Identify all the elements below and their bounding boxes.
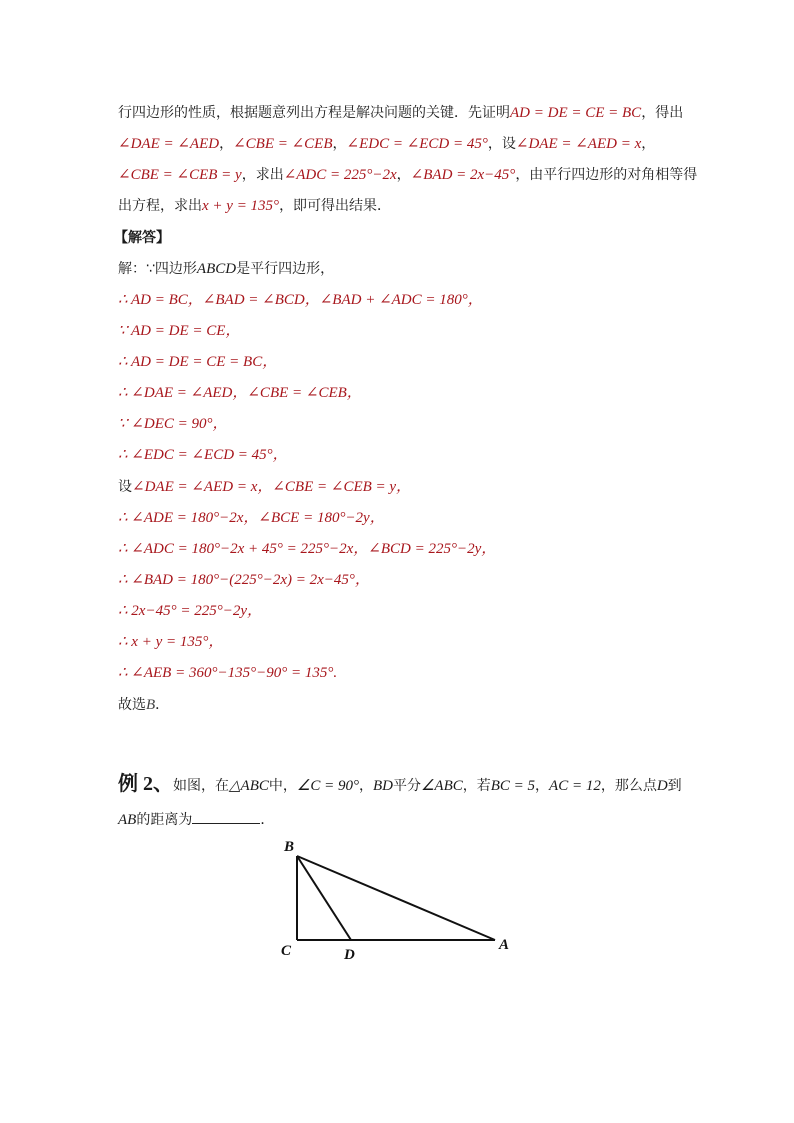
example-math: BD xyxy=(372,778,393,794)
example-math: ∠C = 90° xyxy=(296,778,359,794)
triangle-figure xyxy=(270,832,530,972)
analysis-math: ∠ADC = 225°−2x xyxy=(283,167,397,183)
analysis-text: ， xyxy=(219,136,234,152)
answer-math: B xyxy=(146,697,156,713)
analysis-text: ， xyxy=(396,167,411,183)
answer-step: ∴ ∠EDC = ∠ECD = 45°， xyxy=(118,447,288,463)
answer-text: 是平行四边形， xyxy=(236,261,335,277)
side-ba xyxy=(297,856,495,940)
example-text: 中， xyxy=(268,778,297,794)
analysis-math: ∠CBE = ∠CEB xyxy=(233,136,333,152)
example-text: ， xyxy=(358,778,373,794)
answer-step: ∴ ∠DAE = ∠AED，∠CBE = ∠CEB， xyxy=(118,385,362,401)
example-text: ，若 xyxy=(462,778,491,794)
analysis-text: ，由平行四边形的对角相等得 xyxy=(515,167,698,183)
answer-text: 设 xyxy=(118,479,132,495)
answer-intro xyxy=(118,259,334,279)
example2-line-2 xyxy=(118,809,274,830)
analysis-math: AD = DE = CE = BC xyxy=(510,105,642,121)
answer-text: 故选 xyxy=(118,697,146,713)
answer-conclusion xyxy=(118,695,169,715)
answer-step: ∵ ∠DEC = 90°， xyxy=(118,416,228,432)
example-text: 如图，在 xyxy=(173,778,229,794)
answer-text: ． xyxy=(155,697,170,713)
label-b: B xyxy=(284,839,295,855)
analysis-text: 出方程，求出 xyxy=(118,198,202,214)
analysis-line-4 xyxy=(118,196,391,216)
answer-step: ∴ ∠ADC = 180°−2x + 45° = 225°−2x，∠BCD = 225°−2y， xyxy=(118,541,497,557)
label-c: C xyxy=(281,943,292,959)
answer-step: ∴ 2x−45° = 225°−2y， xyxy=(118,603,262,619)
example-text: 到 xyxy=(667,778,682,794)
analysis-text: ，设 xyxy=(487,136,516,152)
answer-step: ∴ AD = DE = CE = BC， xyxy=(118,354,278,370)
analysis-text: ， xyxy=(332,136,347,152)
example-math: ∠ABC xyxy=(420,778,463,794)
example-text: ，那么点 xyxy=(600,778,657,794)
analysis-math: ∠BAD = 2x−45° xyxy=(410,167,516,183)
answer-step: ∴ ∠ADE = 180°−2x，∠BCE = 180°−2y， xyxy=(118,510,385,526)
analysis-text: ，求出 xyxy=(241,167,284,183)
segment-bd xyxy=(297,856,351,940)
analysis-line-1 xyxy=(118,103,683,123)
answer-let xyxy=(118,477,411,497)
analysis-math: ∠EDC = ∠ECD = 45° xyxy=(346,136,488,152)
analysis-text: ， xyxy=(641,136,656,152)
analysis-math: ∠CBE = ∠CEB = y xyxy=(118,167,242,183)
example-text: 的距离为 xyxy=(136,812,193,828)
answer-text: 解：∵四边形 xyxy=(118,261,197,277)
example-math: AB xyxy=(118,812,137,828)
analysis-math: x + y = 135° xyxy=(202,198,280,214)
answer-step: ∴ ∠AEB = 360°−135°−90° = 135°. xyxy=(118,665,338,681)
analysis-math: ∠DAE = ∠AED = x xyxy=(515,136,642,152)
analysis-line-3 xyxy=(118,165,697,185)
example-text: 平分 xyxy=(392,778,421,794)
answer-step: ∴ AD = BC，∠BAD = ∠BCD，∠BAD + ∠ADC = 180°， xyxy=(118,292,483,308)
analysis-text: 行四边形的性质，根据题意列出方程是解决问题的关键．先证明 xyxy=(118,105,510,121)
answer-math: ∠DAE = ∠AED = x，∠CBE = ∠CEB = y， xyxy=(132,479,412,495)
answer-step: ∵ AD = DE = CE， xyxy=(118,323,241,339)
example-label: 例 2、 xyxy=(118,773,173,795)
answer-step: ∴ ∠BAD = 180°−(225°−2x) = 2x−45°， xyxy=(118,572,370,588)
example-math: △ABC xyxy=(229,778,269,794)
label-d: D xyxy=(344,947,355,963)
example-math: AC = 12 xyxy=(549,778,601,794)
example-text: ， xyxy=(535,778,550,794)
analysis-text: ，得出 xyxy=(641,105,684,121)
answer-math: ABCD xyxy=(196,261,237,277)
answer-heading: 【解答】 xyxy=(114,230,170,246)
example2-line-1 xyxy=(118,771,682,799)
example-math: BC = 5 xyxy=(490,778,536,794)
analysis-math: ∠DAE = ∠AED xyxy=(118,136,220,152)
analysis-text: ，即可得出结果． xyxy=(279,198,392,214)
answer-blank[interactable] xyxy=(192,809,260,824)
example-text: ． xyxy=(260,812,275,828)
answer-step: ∴ x + y = 135°， xyxy=(118,634,224,650)
analysis-line-2 xyxy=(118,134,655,154)
label-a: A xyxy=(499,937,510,953)
example-math: D xyxy=(656,778,668,794)
